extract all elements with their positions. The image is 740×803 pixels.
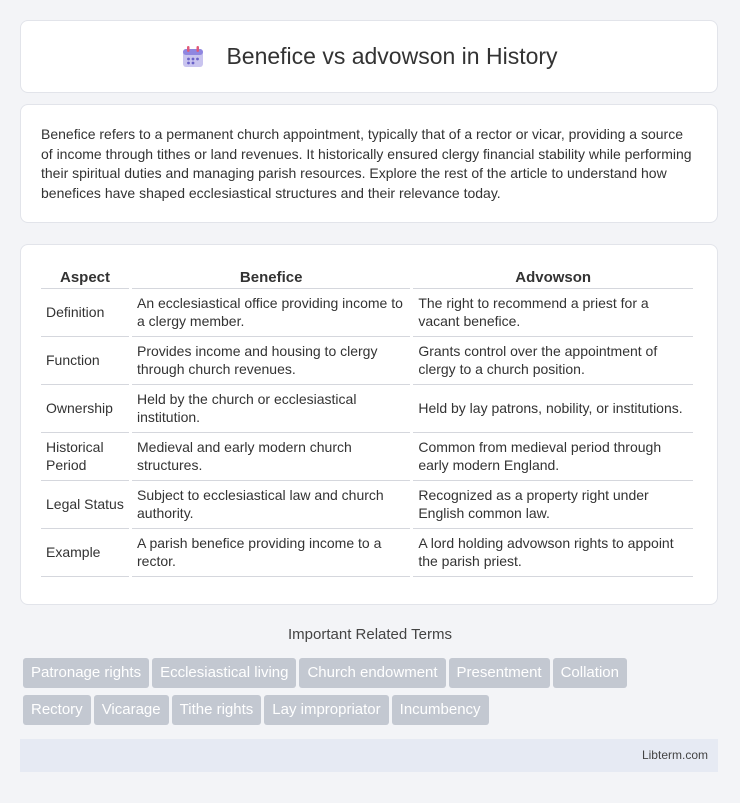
benefice-cell: Held by the church or ecclesiastical institution. [132, 385, 410, 433]
table-row [41, 337, 693, 385]
advowson-cell: Grants control over the appointment of clergy to a church position. [413, 337, 693, 385]
title-card [20, 20, 718, 93]
related-terms-list [23, 658, 723, 732]
benefice-cell: Provides income and housing to clergy through church revenues. [132, 337, 410, 385]
aspect-cell: Legal Status [41, 481, 129, 529]
aspect-cell: Historical Period [41, 433, 129, 481]
header-benefice: Benefice [132, 265, 410, 289]
comparison-table [38, 265, 696, 577]
intro-card [20, 104, 718, 223]
term-tag[interactable]: Patronage rights [23, 658, 149, 688]
advowson-cell: The right to recommend a priest for a vacant benefice. [413, 289, 693, 337]
table-row [41, 385, 693, 433]
table-row [41, 433, 693, 481]
intro-text: Benefice refers to a permanent church appointment, typically that of a rector or vicar, providing a source of income through tithes or land revenues. It historically ensured clergy financial stability while performing their spiritual duties and managing parish resources. Explore the rest of the article to understand how benefices have shaped ecclesiastical structures and their relevance today. [41, 126, 692, 201]
table-row [41, 481, 693, 529]
header-advowson: Advowson [413, 265, 693, 289]
aspect-cell: Function [41, 337, 129, 385]
related-terms-title: Important Related Terms [288, 626, 452, 643]
term-tag[interactable]: Church endowment [299, 658, 445, 688]
table-header-row [41, 265, 693, 289]
page-title [180, 43, 557, 70]
calendar-icon [180, 44, 206, 70]
term-tag[interactable]: Presentment [449, 658, 550, 688]
title-text: Benefice vs advowson in History [226, 43, 558, 69]
benefice-cell: Subject to ecclesiastical law and church authority. [132, 481, 410, 529]
term-tag[interactable]: Collation [553, 658, 627, 688]
aspect-cell: Definition [41, 289, 129, 337]
footer-site-link[interactable]: Libterm.com [641, 748, 708, 762]
term-tag[interactable]: Ecclesiastical living [152, 658, 296, 688]
footer [20, 739, 718, 772]
advowson-cell: Recognized as a property right under English common law. [413, 481, 693, 529]
advowson-cell: Held by lay patrons, nobility, or institutions. [413, 385, 693, 433]
term-tag[interactable]: Lay impropriator [264, 695, 388, 725]
term-tag[interactable]: Incumbency [392, 695, 489, 725]
term-tag[interactable]: Vicarage [94, 695, 169, 725]
term-tag[interactable]: Tithe rights [172, 695, 262, 725]
comparison-table-card [20, 244, 718, 605]
header-aspect: Aspect [41, 265, 129, 289]
table-row [41, 529, 693, 577]
advowson-cell: Common from medieval period through early modern England. [413, 433, 693, 481]
advowson-cell: A lord holding advowson rights to appoint the parish priest. [413, 529, 693, 577]
table-row [41, 289, 693, 337]
benefice-cell: Medieval and early modern church structures. [132, 433, 410, 481]
aspect-cell: Example [41, 529, 129, 577]
benefice-cell: An ecclesiastical office providing income to a clergy member. [132, 289, 410, 337]
term-tag[interactable]: Rectory [23, 695, 91, 725]
aspect-cell: Ownership [41, 385, 129, 433]
benefice-cell: A parish benefice providing income to a rector. [132, 529, 410, 577]
